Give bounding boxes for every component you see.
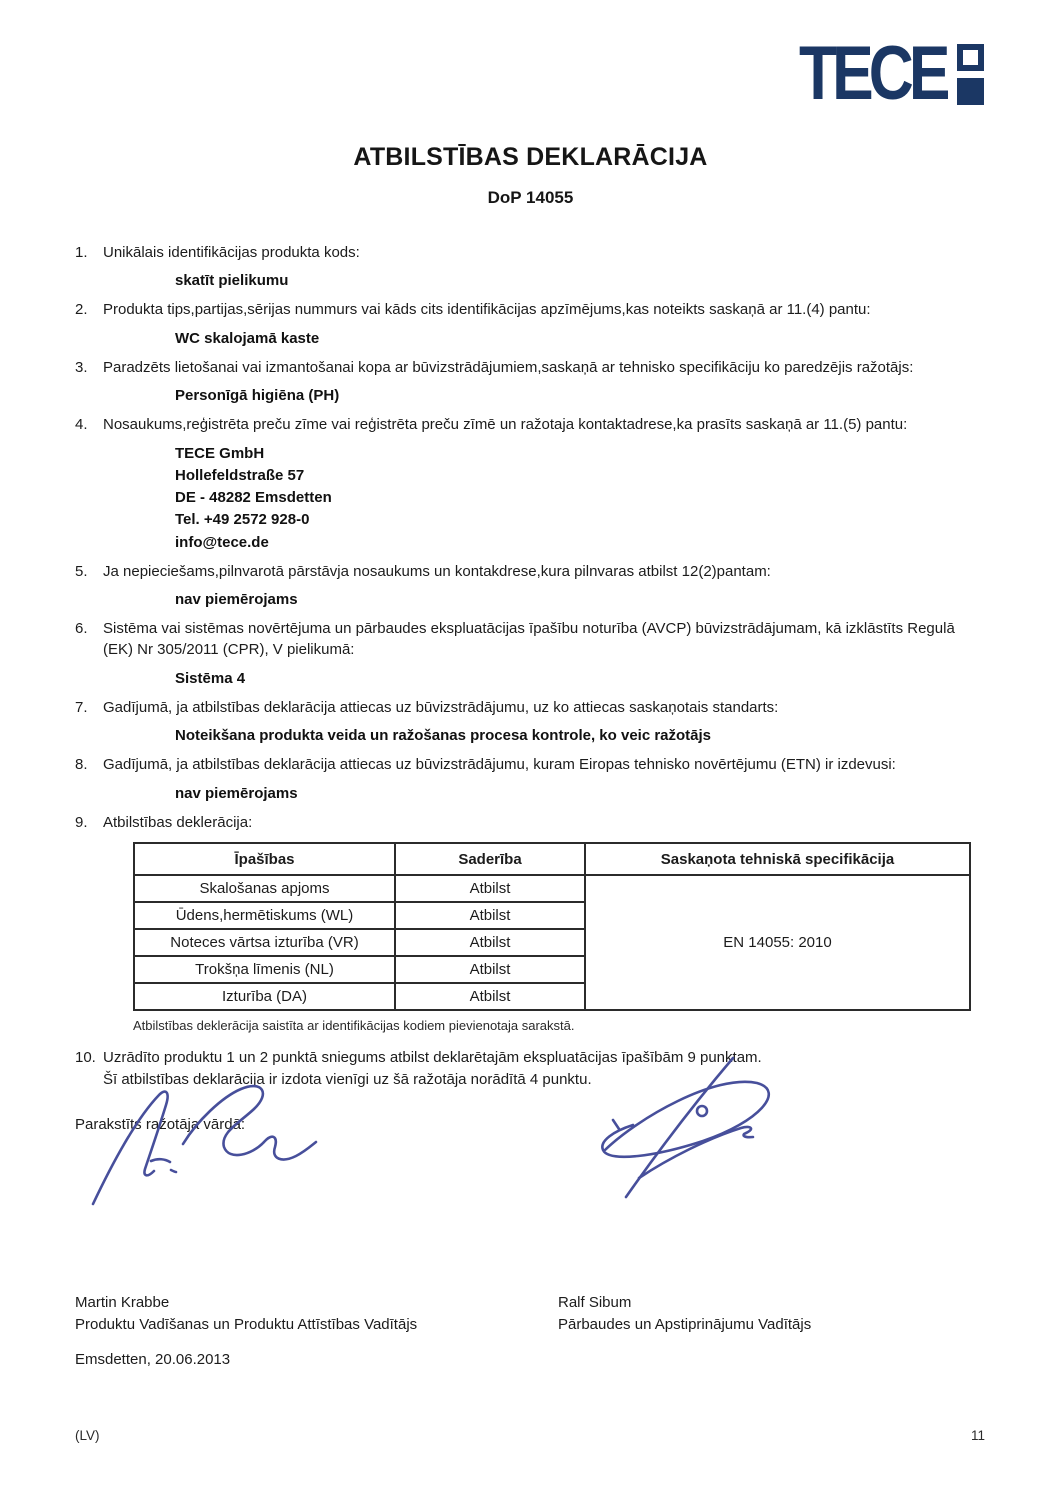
table-cell-property: Noteces vārtsa izturība (VR) [134, 929, 395, 956]
signer-right-title: Pārbaudes un Apstiprinājumu Vadītājs [558, 1315, 812, 1333]
list-item-9 [75, 812, 986, 1033]
manufacturer-phone: Tel. +49 2572 928-0 [175, 511, 310, 529]
table-note: Atbilstības deklerācija saistīta ar identifikācijas kodiem pievienotaja sarakstā. [133, 1018, 575, 1034]
item-number: 9. [75, 813, 88, 831]
item-text: Paradzēts lietošanai vai izmantošanai kopa ar būvizstrādājumiem,saskaņā ar tehnisko specifikāciju ko paredzējis ražotājs: [103, 358, 914, 376]
table-row [134, 875, 970, 902]
signer-left-name: Martin Krabbe [75, 1294, 170, 1312]
manufacturer-address-block [175, 443, 986, 554]
item-number: 4. [75, 416, 88, 434]
table-cell-performance: Atbilst [395, 983, 585, 1010]
signer-left-block [75, 1292, 558, 1336]
tece-logo-text: TECE [799, 31, 946, 116]
table-header-row [134, 843, 970, 875]
table-header-performance: Saderība [395, 843, 585, 875]
manufacturer-email: info@tece.de [175, 533, 269, 551]
footer-page-number: 11 [970, 1428, 985, 1443]
item-answer: Noteikšana produkta veida un ražošanas procesa kontrole, ko veic ražotājs [175, 727, 712, 745]
item-text: Atbilstības deklerācija: [103, 813, 253, 831]
item-text: Produkta tips,partijas,sērijas nummurs vai kāds cits identifikācijas apzīmējums,kas noteikts saskaņā ar 11.(4) pantu: [103, 301, 871, 319]
item-answer: Personīgā higiēna (PH) [175, 387, 340, 405]
place-date: Emsdetten, 20.06.2013 [75, 1350, 231, 1368]
item-text: Sistēma vai sistēmas novērtējuma un pārbaudes ekspluatācijas īpašību noturība (AVCP) būvizstrādājumam, kā izklāstīts Regulā (EK) Nr 305/2011 (CPR), V pielikumā: [103, 620, 955, 659]
item-answer: nav piemērojams [175, 590, 298, 608]
item-answer: nav piemērojams [175, 784, 298, 802]
page-title: ATBILSTĪBAS DEKLARĀCIJA [353, 143, 708, 171]
manufacturer-city: DE - 48282 Emsdetten [175, 489, 332, 507]
item-number: 2. [75, 301, 88, 319]
list-item-7 [75, 697, 986, 747]
table-header-spec: Saskaņota tehniskā specifikācija [585, 843, 970, 875]
table-cell-spec: EN 14055: 2010 [585, 875, 970, 1010]
table-cell-property: Skalošanas apjoms [134, 875, 395, 902]
list-item-1 [75, 242, 986, 292]
signer-left-title: Produktu Vadīšanas un Produktu Attīstības Vadītājs [75, 1315, 418, 1333]
signature-right-icon [583, 1050, 798, 1200]
list-item-4 [75, 414, 986, 553]
item-text: Gadījumā, ja atbilstības deklarācija attiecas uz būvizstrādājumu, kuram Eiropas tehnisko novērtējumu (ETN) ir izdevusi: [103, 756, 896, 774]
item-number: 1. [75, 244, 88, 261]
item-answer: Sistēma 4 [175, 669, 246, 687]
declaration-table [133, 842, 971, 1011]
signature-left-icon [83, 1062, 328, 1207]
table-cell-property: Trokšņa līmenis (NL) [134, 956, 395, 983]
list-item-8 [75, 754, 986, 804]
list-item-2 [75, 299, 986, 349]
item-text-line1: Uzrādīto produktu 1 un 2 punktā sniegums atbilst deklarētajām ekspluatācijas īpašībām 9 punktam. [103, 1049, 762, 1067]
item-text: Nosaukums,reģistrēta preču zīme vai reģistrēta preču zīmē un ražotaja kontaktadrese,ka prasīts saskaņā ar 11.(5) pantu: [103, 416, 908, 434]
item-number: 10. [75, 1049, 96, 1067]
logo-filled-square-icon [957, 78, 984, 105]
list-item-3 [75, 357, 986, 407]
footer-language-code: (LV) [75, 1428, 100, 1443]
table-cell-property: Izturība (DA) [134, 983, 395, 1010]
item-text: Ja nepieciešams,pilnvarotā pārstāvja nosaukums un kontakdrese,kura pilnvaras atbilst 12(2)pantam: [103, 562, 771, 580]
item-text: Gadījumā, ja atbilstības deklarācija attiecas uz būvizstrādājumu, uz ko attiecas saskaņotais standarts: [103, 698, 779, 716]
item-text-line2: Šī atbilstības deklarācija ir izdota vienīgi uz šā ražotāja norādītā 4 punktu. [103, 1070, 592, 1088]
item-number: 3. [75, 358, 88, 376]
page-subtitle: DoP 14055 [487, 188, 574, 207]
table-header-properties: Īpašības [134, 843, 395, 875]
signer-right-block [558, 1292, 986, 1336]
logo-outline-square-icon [957, 44, 984, 71]
list-item-6 [75, 618, 986, 690]
signing-lead-text: Parakstīts ražotāja vārdā: [75, 1115, 246, 1133]
item-answer: skatīt pielikumu [175, 272, 289, 290]
table-cell-property: Ūdens,hermētiskums (WL) [134, 902, 395, 929]
table-cell-performance: Atbilst [395, 875, 585, 902]
item-text: Unikālais identifikācijas produkta kods: [103, 244, 360, 261]
table-cell-performance: Atbilst [395, 929, 585, 956]
item-answer: WC skalojamā kaste [175, 329, 320, 347]
list-item-5 [75, 561, 986, 611]
tece-logo-squares-icon [957, 44, 984, 105]
tece-logo [799, 31, 978, 116]
signer-right-name: Ralf Sibum [558, 1294, 632, 1312]
item-number: 7. [75, 698, 88, 716]
table-cell-performance: Atbilst [395, 902, 585, 929]
manufacturer-name: TECE GmbH [175, 444, 265, 462]
table-cell-performance: Atbilst [395, 956, 585, 983]
item-number: 5. [75, 562, 88, 580]
item-number: 6. [75, 620, 88, 638]
manufacturer-street: Hollefeldstraße 57 [175, 466, 305, 484]
item-number: 8. [75, 756, 88, 774]
